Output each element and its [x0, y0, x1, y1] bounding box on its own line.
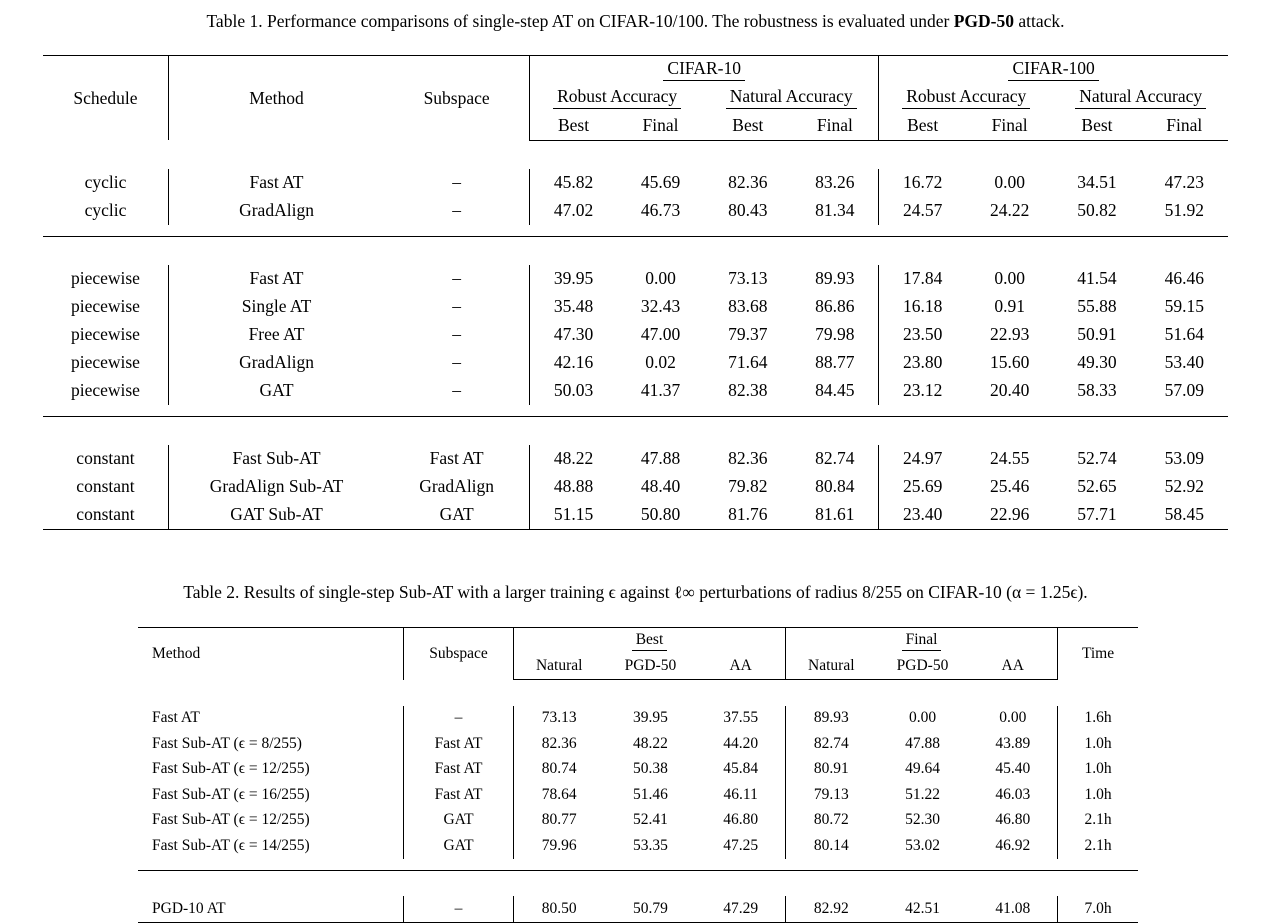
cell2-method: Fast Sub-AT (ϵ = 16/255): [152, 785, 310, 803]
cell-schedule: constant: [43, 501, 168, 530]
cell-subspace: –: [452, 296, 461, 317]
cell2-best-pgd50: 52.41: [633, 811, 668, 829]
cell2-best-natural: 73.13: [513, 706, 604, 732]
table-row: [138, 833, 1138, 859]
cell-schedule: cyclic: [84, 172, 127, 193]
th2-best: [513, 628, 785, 654]
cell-c10-nat-final: 81.61: [791, 501, 878, 530]
cell2-final-pgd50: 49.64: [905, 760, 940, 778]
cell-c10-rob-best: 39.95: [530, 265, 617, 293]
table1: [43, 55, 1228, 530]
cell-c100-rob-final: 0.91: [994, 296, 1025, 317]
table-row: [138, 731, 1138, 757]
cell2-final-aa: 43.89: [995, 734, 1031, 752]
cell2-method: PGD-10 AT: [138, 896, 404, 922]
th-c10-nat-final: Final: [791, 112, 878, 141]
cell-c10-nat-best: 82.38: [728, 380, 768, 401]
th-cifar100-label: CIFAR-100: [1008, 58, 1098, 81]
cell2-final-aa: 41.08: [968, 896, 1057, 922]
cell-c100-nat-final: 51.64: [1164, 324, 1204, 345]
cell-c10-nat-final: 89.93: [815, 268, 855, 289]
cell2-subspace: GAT: [404, 808, 514, 834]
cell-c10-rob-final: 41.37: [640, 380, 681, 401]
cell2-best-aa: 47.29: [696, 896, 785, 922]
cell-schedule: constant: [76, 476, 135, 497]
th2-subspace: Subspace: [404, 628, 514, 680]
cell-schedule: piecewise: [70, 324, 140, 345]
cell-c10-rob-best: 35.48: [530, 293, 617, 321]
cell2-best-natural: 80.77: [513, 808, 604, 834]
th2-method: Method: [138, 628, 404, 680]
cell-method: GAT: [168, 377, 384, 405]
th-c100-robust-label: Robust Accuracy: [902, 86, 1030, 109]
cell-c10-nat-best: 79.37: [728, 324, 768, 345]
table2-caption: Table 2. Results of single-step Sub-AT with a larger training ϵ against ℓ∞ perturbations of radius 8/255 on CIFAR-10 (α = 1.25ϵ).: [183, 582, 1088, 602]
cell-c100-nat-best: 55.88: [1077, 296, 1117, 317]
th-c100-rob-best: Best: [879, 112, 966, 141]
cell-c10-nat-final: 79.98: [815, 324, 855, 345]
cell-c10-rob-best: 48.88: [530, 473, 617, 501]
cell2-subspace: GAT: [404, 833, 514, 859]
cell2-time: 1.0h: [1058, 731, 1138, 757]
cell-method: Fast Sub-AT: [168, 445, 384, 473]
cell2-best-aa: 37.55: [723, 709, 759, 727]
table-row: [138, 808, 1138, 834]
th-subspace: Subspace: [384, 55, 529, 140]
cell2-subspace: Fast AT: [404, 782, 514, 808]
table1-caption: [0, 10, 1271, 33]
th-c100-natural-label: Natural Accuracy: [1075, 86, 1206, 109]
cell-c10-nat-final: 84.45: [815, 380, 855, 401]
cell-method: GAT Sub-AT: [168, 501, 384, 530]
cell2-time: 1.0h: [1058, 757, 1138, 783]
cell2-final-aa: 46.92: [995, 836, 1031, 854]
cell-method: Fast AT: [168, 169, 384, 197]
cell-c100-rob-best: 24.97: [879, 445, 966, 473]
cell-c100-rob-final: 24.22: [989, 200, 1030, 221]
th-c100-robust: [879, 84, 1054, 112]
cell-c10-rob-best: 47.30: [530, 321, 617, 349]
cell-method: Free AT: [168, 321, 384, 349]
table2: [138, 627, 1138, 923]
cell-c100-rob-best: 23.50: [879, 321, 966, 349]
th-c100-nat-best: Best: [1053, 112, 1140, 141]
cell2-best-aa: 45.84: [723, 760, 759, 778]
cell2-method: Fast AT: [152, 709, 200, 727]
cell-c100-rob-best: 16.72: [879, 169, 966, 197]
cell-c10-nat-final: 86.86: [815, 296, 855, 317]
cell-schedule: piecewise: [70, 352, 140, 373]
cell2-final-natural: 80.72: [786, 808, 877, 834]
table-row: [138, 782, 1138, 808]
th2-final-aa: AA: [968, 654, 1057, 680]
cell-c100-rob-best: 23.80: [879, 349, 966, 377]
cell-subspace: –: [452, 380, 461, 401]
cell2-final-pgd50: 0.00: [908, 709, 937, 727]
cell-c100-rob-best: 23.40: [879, 501, 966, 530]
cell-c100-rob-final: 0.00: [994, 172, 1025, 193]
th2-final-natural: Natural: [786, 654, 877, 680]
cell2-time: 2.1h: [1058, 808, 1138, 834]
cell2-best-natural: 80.74: [513, 757, 604, 783]
cell2-subspace: Fast AT: [404, 731, 514, 757]
group-divider: [43, 405, 1228, 417]
cell-c100-rob-final: 20.40: [989, 380, 1030, 401]
th-cifar100: [879, 55, 1228, 84]
table-row: [43, 321, 1228, 349]
cell-c10-nat-best: 82.36: [728, 172, 768, 193]
cell2-method: Fast Sub-AT (ϵ = 8/255): [152, 734, 302, 752]
cell2-best-pgd50: 51.46: [633, 785, 668, 803]
cell-c10-rob-best: 50.03: [530, 377, 617, 405]
cell-subspace: Fast AT: [429, 448, 484, 469]
cell-c100-nat-best: 52.65: [1077, 476, 1117, 497]
cell2-best-pgd50: 50.79: [605, 896, 697, 922]
spacer: [43, 236, 1228, 265]
cell2-best-aa: 46.80: [723, 811, 759, 829]
cell2-subspace: –: [404, 896, 514, 922]
cell-c10-rob-final: 48.40: [640, 476, 681, 497]
th-c10-rob-final: Final: [617, 112, 704, 141]
cell-c10-rob-best: 51.15: [530, 501, 617, 530]
cell2-final-pgd50: 53.02: [905, 836, 940, 854]
cell-subspace: –: [452, 352, 461, 373]
th-cifar10: [530, 55, 879, 84]
cell-method: GradAlign Sub-AT: [168, 473, 384, 501]
cell-c10-rob-final: 32.43: [640, 296, 681, 317]
cell2-final-natural: 80.14: [786, 833, 877, 859]
group-divider: [43, 225, 1228, 237]
cell2-time: 1.6h: [1058, 706, 1138, 732]
cell-c100-nat-best: 50.91: [1077, 324, 1117, 345]
spacer: [138, 680, 1138, 706]
cell2-best-aa: 46.11: [723, 785, 758, 803]
cell-c100-nat-best: 50.82: [1077, 200, 1117, 221]
cell2-subspace: Fast AT: [404, 757, 514, 783]
cell2-method: Fast Sub-AT (ϵ = 14/255): [152, 836, 310, 854]
th-c10-natural: [704, 84, 879, 112]
th-c100-natural: [1053, 84, 1228, 112]
th-c10-nat-best: Best: [704, 112, 791, 141]
cell2-final-natural: 82.74: [786, 731, 877, 757]
table-row: [43, 293, 1228, 321]
spacer: [43, 416, 1228, 445]
cell-c10-rob-final: 0.02: [645, 352, 676, 373]
th2-final-pgd50: PGD-50: [877, 654, 969, 680]
cell-c100-rob-final: 25.46: [989, 476, 1030, 497]
th2-final: [786, 628, 1058, 654]
cell-c100-rob-final: 22.96: [966, 501, 1053, 530]
cell-c10-nat-best: 73.13: [728, 268, 768, 289]
cell2-final-pgd50: 52.30: [905, 811, 940, 829]
cell-c100-nat-final: 58.45: [1141, 501, 1228, 530]
cell-c100-nat-best: 49.30: [1077, 352, 1117, 373]
cell-c100-rob-best: 17.84: [879, 265, 966, 293]
cell-c10-nat-best: 83.68: [728, 296, 768, 317]
cell2-best-pgd50: 53.35: [633, 836, 668, 854]
cell-subspace: GradAlign: [419, 476, 495, 497]
cell-c10-nat-final: 81.34: [815, 200, 855, 221]
table-row: [43, 501, 1228, 530]
table2-block: [0, 582, 1271, 923]
cell-c10-nat-best: 71.64: [728, 352, 768, 373]
table1-caption-pre: Table 1. Performance comparisons of single-step AT on CIFAR-10/100. The robustness is evaluated under: [206, 11, 954, 31]
cell-c10-rob-final: 47.88: [640, 448, 681, 469]
th2-time: Time: [1058, 628, 1138, 680]
table-row: [43, 265, 1228, 293]
cell-c10-nat-best: 82.36: [728, 448, 768, 469]
cell2-time: 7.0h: [1058, 896, 1138, 922]
cell-c100-nat-best: 52.74: [1077, 448, 1117, 469]
cell-c10-nat-best: 80.43: [728, 200, 768, 221]
cell-c100-nat-final: 53.09: [1164, 448, 1204, 469]
cell2-time: 1.0h: [1058, 782, 1138, 808]
th2-best-aa: AA: [696, 654, 785, 680]
cell-subspace: –: [452, 200, 461, 221]
cell-c100-nat-final: 52.92: [1164, 476, 1204, 497]
cell-c100-nat-final: 47.23: [1164, 172, 1204, 193]
cell-c100-nat-final: 53.40: [1164, 352, 1204, 373]
table1-caption-bold: PGD-50: [953, 11, 1014, 31]
th-c10-robust: [530, 84, 705, 112]
th-c10-robust-label: Robust Accuracy: [553, 86, 681, 109]
th-cifar10-label: CIFAR-10: [663, 58, 745, 81]
cell2-final-aa: 46.80: [995, 811, 1031, 829]
cell-c10-rob-final: 45.69: [640, 172, 681, 193]
cell-schedule: cyclic: [84, 200, 127, 221]
spacer: [138, 870, 1138, 896]
cell-schedule: constant: [76, 448, 135, 469]
cell-method: GradAlign: [168, 197, 384, 225]
cell2-method: Fast Sub-AT (ϵ = 12/255): [152, 811, 310, 829]
cell-subspace: –: [452, 172, 461, 193]
cell-c100-rob-best: 25.69: [879, 473, 966, 501]
cell2-final-natural: 80.91: [786, 757, 877, 783]
cell-schedule: piecewise: [70, 296, 140, 317]
table1-header-row-1: [43, 55, 1228, 84]
cell2-best-pgd50: 48.22: [633, 734, 668, 752]
cell2-final-natural: 79.13: [786, 782, 877, 808]
cell-c100-nat-best: 58.33: [1077, 380, 1117, 401]
cell2-final-natural: 89.93: [786, 706, 877, 732]
cell2-best-natural: 82.36: [513, 731, 604, 757]
cell-schedule: piecewise: [70, 380, 140, 401]
cell2-final-aa: 0.00: [999, 709, 1027, 727]
cell-c10-rob-best: 42.16: [530, 349, 617, 377]
cell2-best-aa: 47.25: [723, 836, 759, 854]
cell2-final-pgd50: 47.88: [905, 734, 940, 752]
group-divider: [138, 859, 1138, 871]
cell2-final-pgd50: 51.22: [905, 785, 940, 803]
th-method: Method: [168, 55, 384, 140]
cell-c10-rob-final: 0.00: [645, 268, 676, 289]
cell-c100-rob-best: 23.12: [879, 377, 966, 405]
th2-best-pgd50: PGD-50: [605, 654, 697, 680]
cell-subspace: –: [452, 268, 461, 289]
cell-c10-rob-final: 47.00: [640, 324, 681, 345]
cell2-best-pgd50: 39.95: [633, 709, 668, 727]
cell2-best-pgd50: 50.38: [633, 760, 668, 778]
cell-c10-nat-final: 83.26: [815, 172, 855, 193]
th2-best-natural: Natural: [513, 654, 604, 680]
cell-c10-rob-best: 48.22: [530, 445, 617, 473]
cell2-subspace: –: [404, 706, 514, 732]
cell-c10-rob-final: 46.73: [640, 200, 681, 221]
cell-c10-nat-final: 82.74: [815, 448, 855, 469]
cell-c100-rob-final: 22.93: [989, 324, 1030, 345]
th-c10-natural-label: Natural Accuracy: [726, 86, 857, 109]
cell2-final-natural: 82.92: [786, 896, 877, 922]
table2-header-row-1: [138, 628, 1138, 654]
cell-c100-nat-final: 46.46: [1164, 268, 1204, 289]
table-row: [43, 473, 1228, 501]
th-c100-rob-final: Final: [966, 112, 1053, 141]
table-row: [43, 197, 1228, 225]
cell2-best-natural: 80.50: [513, 896, 604, 922]
cell-c10-rob-best: 45.82: [530, 169, 617, 197]
cell-subspace: –: [452, 324, 461, 345]
table-row: [43, 377, 1228, 405]
cell2-final-aa: 46.03: [995, 785, 1031, 803]
th-c100-nat-final: Final: [1141, 112, 1228, 141]
cell-c10-nat-best: 79.82: [728, 476, 768, 497]
cell-c100-nat-best: 57.71: [1053, 501, 1140, 530]
table-row: [138, 706, 1138, 732]
cell2-best-aa: 44.20: [723, 734, 759, 752]
table-row: [43, 349, 1228, 377]
cell-subspace: GAT: [384, 501, 529, 530]
cell-c100-rob-final: 15.60: [989, 352, 1030, 373]
cell-c10-nat-final: 88.77: [815, 352, 855, 373]
table-row: [138, 896, 1138, 922]
cell-schedule: piecewise: [70, 268, 140, 289]
th-c10-rob-best: Best: [530, 112, 617, 141]
cell-c100-rob-best: 24.57: [879, 197, 966, 225]
th2-final-label: Final: [902, 631, 942, 651]
table1-caption-post: attack.: [1014, 11, 1065, 31]
cell-c10-nat-best: 81.76: [704, 501, 791, 530]
cell2-final-aa: 45.40: [995, 760, 1031, 778]
cell-method: Fast AT: [168, 265, 384, 293]
table-row: [43, 445, 1228, 473]
cell-c100-rob-best: 16.18: [879, 293, 966, 321]
cell-c100-rob-final: 24.55: [989, 448, 1030, 469]
table1-block: [0, 10, 1271, 530]
cell-method: Single AT: [168, 293, 384, 321]
cell2-best-natural: 79.96: [513, 833, 604, 859]
cell-c10-rob-final: 50.80: [617, 501, 704, 530]
cell-c100-nat-best: 41.54: [1077, 268, 1117, 289]
spacer: [43, 140, 1228, 169]
cell2-time: 2.1h: [1058, 833, 1138, 859]
cell-c10-rob-best: 47.02: [530, 197, 617, 225]
cell-c100-nat-final: 51.92: [1164, 200, 1204, 221]
th2-best-label: Best: [632, 631, 668, 651]
table-row: [43, 169, 1228, 197]
cell-method: GradAlign: [168, 349, 384, 377]
cell-c100-nat-final: 59.15: [1164, 296, 1204, 317]
cell2-method: Fast Sub-AT (ϵ = 12/255): [152, 760, 310, 778]
cell-c100-nat-best: 34.51: [1077, 172, 1117, 193]
cell-c100-nat-final: 57.09: [1164, 380, 1204, 401]
th-schedule: Schedule: [43, 55, 168, 140]
cell-c10-nat-final: 80.84: [815, 476, 855, 497]
cell2-best-natural: 78.64: [513, 782, 604, 808]
cell2-final-pgd50: 42.51: [877, 896, 969, 922]
cell-c100-rob-final: 0.00: [994, 268, 1025, 289]
table-row: [138, 757, 1138, 783]
